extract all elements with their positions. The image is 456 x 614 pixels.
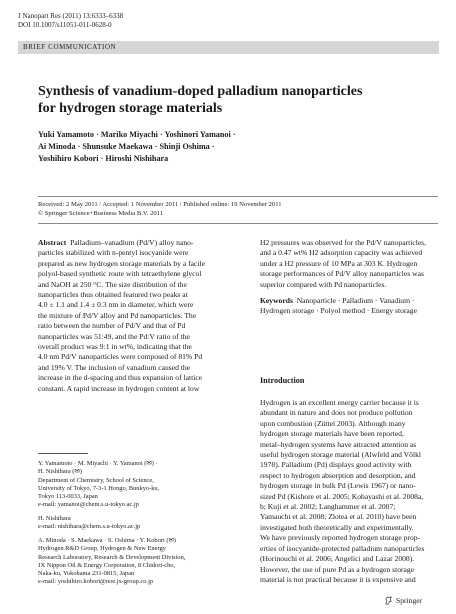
keywords-line-2: Hydrogen storage · Polyol method · Energy storage <box>260 306 417 316</box>
affiliation-line: JX Nippon Oil & Energy Corporation, 8 Chidori-cho, <box>38 561 176 569</box>
abstract <box>38 238 228 394</box>
affiliation-line: Tokyo 113-0033, Japan <box>38 493 98 501</box>
affiliation-line: Hydrogen R&D Group, Hydrogen & New Energy <box>38 545 166 553</box>
affiliation-block <box>38 460 228 510</box>
abstract-line: overall product was 9:1 in wt%, indicating that the <box>38 342 192 352</box>
intro-line: abundant in nature and does not produce pollution <box>260 408 413 418</box>
title-line-1: Synthesis of vanadium-doped palladium nanoparticles <box>38 84 363 99</box>
email-link[interactable]: e-mail: yamanoi@chem.s.u-tokyo.ac.jp <box>38 501 139 509</box>
affiliation-line: Y. Yamamoto · M. Miyachi · Y. Yamanoi (✉) · <box>38 460 158 467</box>
publisher-logo <box>384 596 422 605</box>
abstract-line: nanoparticles thus obtained featured two peaks at <box>38 290 188 300</box>
intro-line: material is not practical because it is expensive and <box>260 574 416 584</box>
article-title <box>38 83 438 117</box>
intro-line: hydrogen storage materials have been reported, <box>260 429 404 439</box>
authors-line-2: Ai Minoda · Shunsuke Maekawa · Shinji Oshima · <box>38 142 215 151</box>
authors-line-3: Yoshihiro Kobori · Hiroshi Nishihara <box>38 154 169 163</box>
intro-line: useful hydrogen storage material (Alwfeld and Völkl <box>260 450 421 460</box>
intro-line: upon combustion (Züttel 2003). Although many <box>260 418 406 428</box>
abstract-line: the mixture of Pd/V alloy and Pd nanoparticles. The <box>38 310 197 320</box>
dates-line: Received: 2 May 2011 / Accepted: 1 November 2011 / Published online: 19 November 2011 <box>38 201 282 208</box>
intro-line: Hydrogen is an excellent energy carrier because it is <box>260 398 419 407</box>
affiliation-line: H. Nishihara <box>38 515 71 522</box>
intro-line: metal–hydrogen systems have attracted attention as <box>260 439 417 449</box>
email-link[interactable]: e-mail: yoshihiro.kobori@noe.jx-group.co.jp <box>38 578 154 586</box>
journal-citation <box>18 12 123 30</box>
copyright-line: © Springer Science+Business Media B.V. 2011 <box>38 209 164 217</box>
journal-reference: J Nanopart Res (2011) 13:6333–6338 <box>18 12 124 20</box>
abstract-continued <box>260 238 440 290</box>
email-link[interactable]: e-mail: nishihara@chem.s.u-tokyo.ac.jp <box>38 523 141 531</box>
article-type-banner: BRIEF COMMUNICATION <box>18 41 439 54</box>
intro-line: b; Kuji et al. 2002; Langhammer et al. 2007; <box>260 502 396 512</box>
springer-horse-icon <box>384 596 393 605</box>
author-list <box>38 129 438 165</box>
authors-line-1: Yuki Yamamoto · Mariko Miyachi · Yoshinori Yamanoi · <box>38 130 236 139</box>
footnote-rule <box>38 453 88 454</box>
abstract-line: under a H2 pressure of 10 MPa at 303 K. Hydrogen <box>260 258 418 268</box>
abstract-line: increase in the d-spacing and thus expansion of lattice <box>38 373 203 383</box>
abstract-line: H2 pressures was observed for the Pd/V nanoparticles, <box>260 238 427 247</box>
keywords-line-1: Nanoparticle · Palladium · Vanadium · <box>296 296 415 305</box>
intro-line: However, the use of pure Pd as a hydrogen storage <box>260 564 415 574</box>
intro-line: Yamauchi et al. 2008; Zlotea et al. 2010) have been <box>260 512 417 522</box>
affiliation-line: A. Minoda · S. Maekawa · S. Oshima · Y. Kobori (✉) <box>38 537 176 544</box>
intro-line: respect to hydrogen absorption and desorption, and <box>260 470 416 480</box>
intro-line: hydrogen storage in bulk Pd (Lewis 1967) or nano- <box>260 481 416 491</box>
abstract-line: and a 0.47 wt% H2 adsorption capacity was achieved <box>260 248 423 258</box>
affiliation-line: H. Nishihara (✉) <box>38 468 82 476</box>
abstract-heading: Abstract <box>38 238 67 247</box>
abstract-line: and 19% V. The inclusion of vanadium caused the <box>38 362 191 372</box>
intro-line: (Horinouchi et al. 2006; Angelici and Lazar 2008). <box>260 554 415 564</box>
abstract-line: constant. A rapid increase in hydrogen content at low <box>38 383 200 393</box>
keywords <box>260 296 440 317</box>
abstract-line: superior compared with Pd nanoparticles. <box>260 279 387 289</box>
affiliation-line: Department of Chemistry, School of Science, <box>38 476 154 484</box>
abstract-line: particles stabilized with n-pentyl isocyanide were <box>38 248 189 258</box>
abstract-line: prepared as new hydrogen storage materials by a facile <box>38 258 205 268</box>
introduction-body <box>260 398 440 585</box>
affiliation-line: University of Tokyo, 7-3-1 Hongo, Bunkyo-ku, <box>38 484 160 492</box>
abstract-line: 4.0 nm Pd/V nanoparticles were composed of 81% Pd <box>38 352 203 362</box>
abstract-line: nanoparticles was 51:49, and the Pd:V ratio of the <box>38 331 190 341</box>
abstract-line: Palladium–vanadium (Pd/V) alloy nano- <box>70 238 194 247</box>
title-line-2: for hydrogen storage materials <box>38 101 223 116</box>
section-heading-introduction: Introduction <box>260 376 305 385</box>
intro-line: 1978). Palladium (Pd) displays good activity with <box>260 460 412 470</box>
abstract-line: storage performances of Pd/V alloy nanoparticles was <box>260 269 424 279</box>
abstract-line: ratio between the number of Pd/V and that of Pd <box>38 321 186 331</box>
abstract-line: and NaOH at 250 °C. The size distribution of the <box>38 279 187 289</box>
affiliation-line: Naka-ku, Yokohama 231-0815, Japan <box>38 570 135 578</box>
affiliation-block <box>38 537 228 587</box>
divider <box>38 196 438 197</box>
intro-line: investigated both theoretically and experimentally. <box>260 522 414 532</box>
intro-line: erties of isocyanide-protected palladium nanoparticles <box>260 543 425 553</box>
divider <box>38 223 438 224</box>
keywords-heading: Keywords <box>260 296 293 305</box>
publication-history <box>38 201 438 218</box>
affiliation-block <box>38 515 228 532</box>
publisher-name: Springer <box>396 596 423 605</box>
affiliation-line: Research Laboratory, Research & Development Division, <box>38 553 186 561</box>
abstract-line: polyol-based synthetic route with tetraethylene glycol <box>38 269 202 279</box>
doi: DOI 10.1007/s11051-011-0628-0 <box>18 21 112 29</box>
abstract-line: 4.0 ± 1.1 and 1.4 ± 0.3 nm in diameter, which were <box>38 300 194 310</box>
intro-line: We have previously reported hydrogen storage prop- <box>260 533 421 543</box>
intro-line: sized Pd (Kishore et al. 2005; Kobayashi et al. 2008a, <box>260 491 424 501</box>
